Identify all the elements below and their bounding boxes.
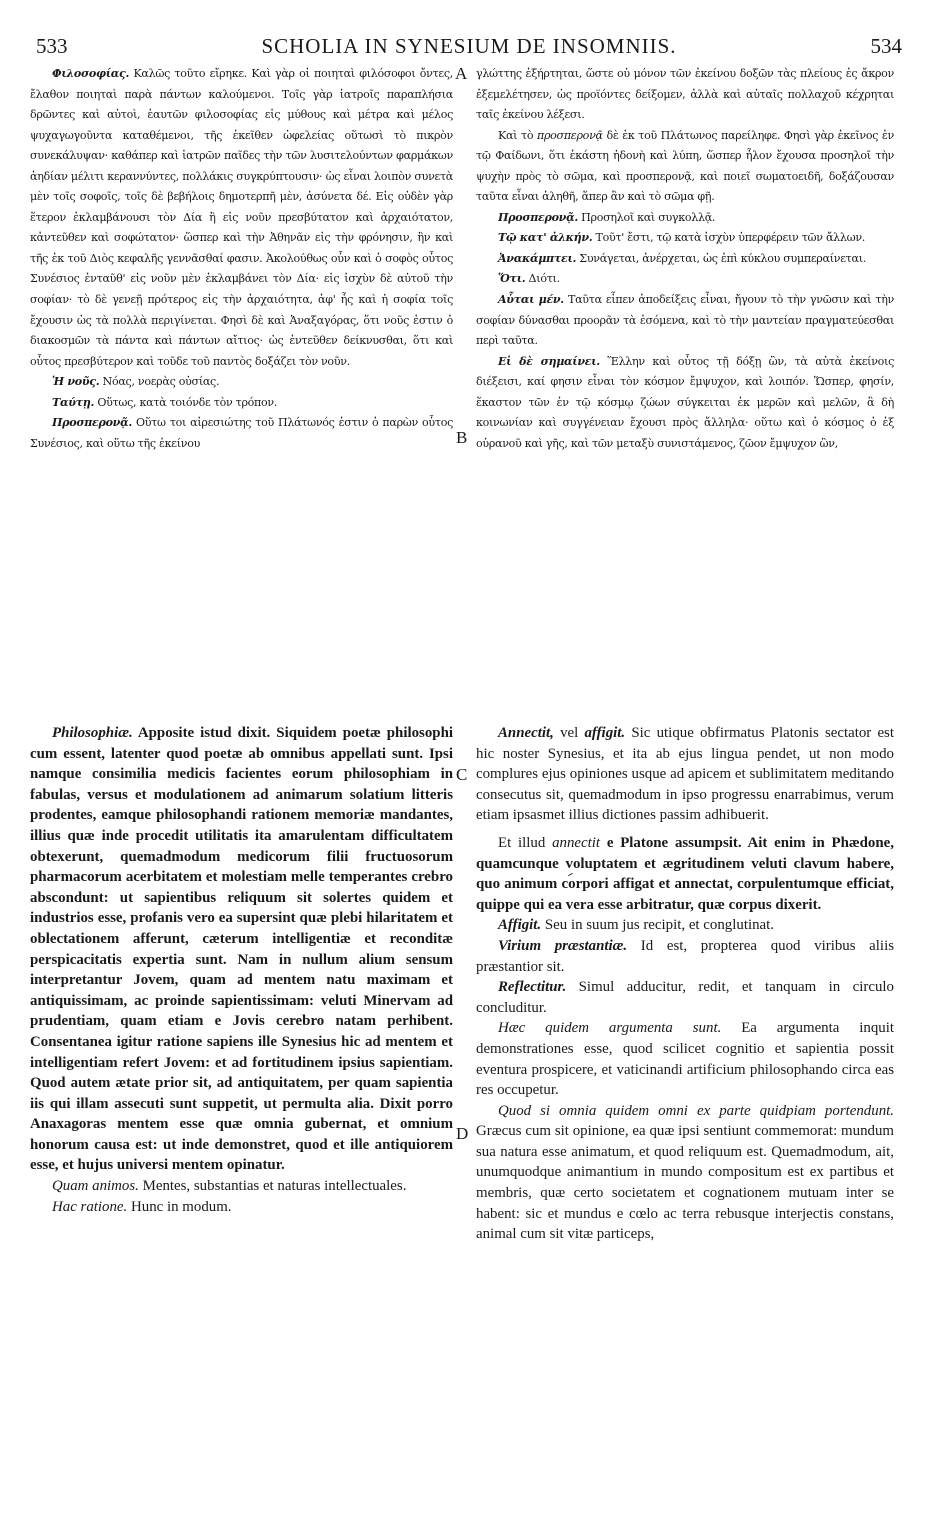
latin-left-paragraph-2 [30,1176,453,1197]
latin-right-paragraph-6 [476,1018,894,1100]
greek-right-paragraph-3 [476,208,894,229]
section-marker-c: C [456,765,468,784]
latin-column-right [476,723,894,1483]
greek-right-paragraph-2 [476,126,894,208]
latin-right-paragraph-5 [476,977,894,1018]
latin-text: Hunc in modum. [127,1198,232,1215]
section-marker-d: D [456,1124,469,1143]
greek-right-paragraph-1 [476,64,894,126]
latin-text: Apposite istud dixit. Siquidem poetæ philosophi cum essent, latenter quod poetæ ab omnibus appellati sunt. Ipsi namque consimilia medicis facientes eorum philosophiam in fabulas, versus et modulationem ad animarum solatium litteris prodentes, eamque philosophandi rationem memoriæ mandantes, illius quæ inde procedit utilitatis ita amarulentam difficultatem obtexerunt, quemadmodum medicorum filii fructuosorum pharmacorum acerbitatem et molestiam melle temperantes crebro abscondunt: ut sapientibus reliquum sit solertes quidem et industrios esse, profanis vero ea supersint quæ plebi hilaritatem et oblectationem afferunt, cæterum intelligentiæ et reconditæ perspicacitatis expertia sunt. Nam in nullum alium sensum interpretantur Jovem, quam ad mentem natu maximam et antiquissimam, ac proinde sapientissimam: veluti Minervam ad prudentiam, quam etiam e Jovis cerebro natam perhibent. Consentanea igitur ratione sapiens ille Synesius hic ad mentem et intelligentiam refert Jovem: et ad fortitudinem ipsius sapientiam. Quod autem ætate prior sit, ad antiquitatem, per quam sapientia iis qui illam assecuti sunt suppetit, ut permulta alia. Dixit porro Anaxagoras mentem esse quæ omnia gubernat, et omnium honorum causa est: ut inde demonstret, quod et ille antiquiorem esse, et hujus universi mentem opinatur. [30,725,453,1174]
greek-text: Συνάγεται, ἀνέρχεται, ὡς ἐπὶ κύκλου συμπεραίνεται. [576,251,866,265]
latin-text: Id est, propterea quod viribus aliis præstantior sit. [476,937,894,975]
latin-text: e Platone assumpsit. Ait enim in Phædone, quamcunque voluptatem et ægritudinem veluti clavum habere, quo animum corpori affigat et annectat, corpulentumque efficiat, quippe qui ea vera esse arbitratur, quæ corpus dixerit. [476,834,894,913]
greek-text: δὲ ἐκ τοῦ Πλάτωνος παρείληφε. Φησὶ γὰρ ἐκεῖνος ἐν τῷ Φαίδωνι, ὅτι ἑκάστη ἡδονὴ καὶ λύπη, ὥσπερ ἧλον ἔχουσα προσηλοῖ τὴν ψυχὴν πρὸς τὸ σῶμα, καὶ προσπερονᾷ, καὶ ποιεῖ σωματοειδῆ, δοξάζουσαν ταῦτα εἶναι ἀληθῆ, ἅπερ ἂν καὶ τὸ σῶμα φῇ. [476,128,894,204]
latin-right-paragraph-7 [476,1101,894,1245]
latin-text: Sic utique obfirmatus Platonis sectator est hic noster Synesius, et ita ab ejus lingua pendet, ut non modo complures ejus opiniones usque ad apicem et sublimitatem meditando consecutus sit, quemadmodum in ipso progressu enarrabimus, verum etiam ipsasmet illius dictiones passim adhibuerit. [476,725,894,824]
greek-lemma: Ἀνακάμπτει. [498,251,577,265]
latin-lemma: affigit. [584,725,626,741]
latin-text: Simul adducitur, redit, et tanquam in circulo concluditur. [476,979,894,1016]
latin-lemma: Quod si omnia quidem omni ex parte quidpiam portendunt. [498,1102,894,1119]
greek-text: Ταῦτα εἶπεν ἀποδείξεις εἶναι, ἤγουν τὸ τὴν γνῶσιν καὶ τὴν σοφίαν δύνασθαι προορᾶν τὰ ἐσόμενα, καὶ τὸ τὴν μαντείαν πραγματεύεσθαι περὶ ταῦτα. [476,293,894,348]
greek-lemma: Τῷ κατ' ἀλκήν. [498,231,593,245]
greek-text: Νόας, νοερὰς οὐσίας. [99,375,220,389]
latin-text: Græcus cum sit opinione, ea quæ ipsi sentiunt commemorat: mundum sua natura esse animatum, et quod reliquum est. Quemadmodum, ait, unumquodque animantium in mundo compositum est ex partibus et membris, quæ certo societatem et cognationem mutuam inter se habent: sic et mundus e cœlo ac terra rebusque interjectis constans, animal cum sit vitæ particeps, [476,1123,894,1243]
greek-text: Καλῶς τοῦτο εἴρηκε. Καὶ γὰρ οἱ ποιηταὶ φιλόσοφοι ὄντες, ἔλαθον ποιηταὶ παρὰ πάντων καλούμενοι. Τοῖς γὰρ ἰατροῖς παραπλήσια δρῶντες καὶ αὐτοὶ, ἑαυτῶν φιλοσοφίας εἰς μύθους καὶ μέτρα καὶ μέλος ψυχαγωγοῦντα καταθέμενοι, τῆς ἐκεῖθεν ὠφελείας οὕτωσὶ τὸ πικρὸν συνεκάλυψαν· καθάπερ καὶ ἰατρῶν παῖδες τὴν τῶν λυσιτελούντων φαρμάκων ἀηδίαν μέλιτι κεραννύντες, πολλάκις συγκρύπτουσιν· ὡς εἶναι λοιπὸν συνετὰ μὲν τοῖς σοφοῖς, τοῖς δὲ βεβήλοις δημοτερπῆ μὲν, ἀσύνετα δέ. Εἰς οὐδὲν γὰρ ἕτερον ἐκλαμβάνουσι τὸν Δία ἢ εἰς νοῦν πρεσβύτατον καὶ ἀρχαιότατον, κἀντεῦθεν καὶ σοφώτατον· ὥσπερ καὶ τὴν Ἀθηνᾶν εἰς τὴν φρόνησιν, ἣν καὶ τῆς ἐκ τοῦ Διὸς κεφαλῆς γεννᾶσθαί φασιν. Ἀκολούθως οὖν καὶ ὁ σοφὸς οὗτος Συνέσιος ἐνταῦθ' εἰς νοῦν μὲν ἐκλαμβάνει τὸν Δία· εἰς ἰσχὺν δὲ αὐτοῦ τὴν σοφίαν· τὸ δὲ γενεῇ πρότερος εἰς τὴν ἀρχαιότητα, ἀφ' ἧς καὶ ἡ σοφία τοῖς ἔχουσιν ὡς τὰ πολλὰ περιγίνεται. Φησὶ δὲ καὶ Ἀναξαγόρας, ὅτι νοῦς ἐστιν ὁ διακοσμῶν τὰ πάντα καὶ πάντων αἴτιος· ὡς ἐντεῦθεν δείκνυσθαι, ὅτι καὶ οὗτος πρεσβύτερον καὶ τοῦδε τοῦ παντὸς δοξάζει τὸν νοῦν. [30,67,453,368]
latin-right-paragraph-4 [476,936,894,977]
latin-right-paragraph-1 [476,723,894,826]
greek-text: Διότι. [525,272,560,286]
latin-column-left [30,723,453,1483]
greek-text: Οὕτως, κατὰ τοιόνδε τὸν τρόπον. [94,395,278,409]
running-title: SCHOLIA IN SYNESIUM DE INSOMNIIS. [261,34,677,58]
greek-lemma: Ταύτῃ. [52,395,95,409]
greek-lemma: Φιλοσοφίας. [52,67,130,80]
greek-right-paragraph-5 [476,249,894,270]
latin-text: Seu in suum jus recipit, et conglutinat. [541,917,775,934]
latin-lemma: Hæc quidem argumenta sunt. [498,1020,722,1037]
greek-column-left [30,64,453,719]
greek-left-paragraph-4 [30,413,453,454]
latin-left-paragraph-3 [30,1197,453,1218]
latin-text: Mentes, substantias et naturas intellectuales. [138,1178,407,1195]
greek-text: Προσηλοῖ καὶ συγκολλᾷ. [577,210,716,224]
greek-left-paragraph-3 [30,393,453,414]
greek-text: Τοῦτ' ἔστι, τῷ κατὰ ἰσχὺν ὑπερφέρειν τῶν ἄλλων. [592,231,866,245]
greek-lemma: Προσπερονᾷ. [498,210,578,224]
greek-lemma: Αὗται μέν. [498,293,564,307]
greek-text: γλώττης ἐξήρτηται, ὥστε οὐ μόνον τῶν ἐκείνου δοξῶν τὰς πλείους ἐς ἄκρον ἐξεμελέτησεν, ὡς προϊόντες δείξομεν, ἀλλὰ καὶ αὐταῖς πολλαχοῦ κέχρηται ταῖς ἐκείνου λέξεσι. [476,67,894,122]
latin-right-paragraph-2 [476,833,894,915]
page-number-left: 533 [36,34,68,58]
greek-lemma: Προσπερονᾷ. [52,416,132,430]
latin-lemma: Affigit. [498,917,542,934]
greek-text: Ἕλλην καὶ οὗτος τῇ δόξῃ ὢν, τὰ αὐτὰ ἐκείνοις διέξεισι, καί φησιν εἶναι τὸν κόσμον ἔμψυχον, καὶ λοιπόν. Ὥσπερ, φησίν, ἕκαστον τῶν ἐν τῷ κόσμῳ ζώων σύγκειται ἐκ μερῶν καὶ μελῶν, ἃ δὴ κοινωνίαν καὶ συγγένειαν ἔχουσι πρὸς ἄλληλα· οὕτω καὶ ὁ κόσμος ὁ ἐξ οὐρανοῦ καὶ γῆς, καὶ τῶν μεταξὺ συνιστάμενος, ζῶον ἔμψυχον ὢν, [476,354,894,450]
latin-lemma: Reflectitur. [498,979,567,996]
page-header [36,34,902,58]
latin-lemma: Hac ratione. [52,1198,128,1215]
greek-left-paragraph-2 [30,372,453,393]
greek-lemma: Ὅτι. [498,272,526,286]
section-marker-b: B [456,428,468,447]
latin-lemma: Virium præstantiæ. [498,937,628,954]
latin-text: Ea argumenta inquit demonstrationes esse, quod scilicet cognitio et sapientia possit eventura prospicere, et vaticinandi artificium philosophando circa eas res occupetur. [476,1020,894,1099]
section-marker-a: A [455,64,468,83]
greek-lemma: Ἡ νοῦς. [52,375,100,389]
latin-text: vel [553,725,585,741]
greek-column-right [476,64,894,719]
latin-right-paragraph-3 [476,915,894,936]
greek-right-paragraph-6 [476,269,894,290]
latin-lemma: Quam animos. [52,1178,139,1195]
latin-left-paragraph-1 [30,723,453,1176]
page-number-right: 534 [870,34,902,58]
greek-right-paragraph-7 [476,290,894,352]
greek-right-paragraph-8 [476,352,894,455]
latin-lemma: Annectit, [498,725,554,741]
greek-lemma: Εἰ δὲ σημαίνει. [498,354,600,368]
latin-lemma: annectit [552,834,601,851]
latin-text: Et illud [498,834,553,851]
greek-lemma: προσπερονᾷ [536,128,603,142]
latin-lemma: Philosophiæ. [52,725,133,741]
greek-left-paragraph-1 [30,64,453,372]
greek-right-paragraph-4 [476,228,894,249]
greek-text: Καὶ τὸ [498,128,537,142]
greek-text: Οὕτω τοι αἱρεσιώτης τοῦ Πλάτωνός ἐστιν ὁ παρὼν οὗτος Συνέσιος, καὶ οὕτω τῆς ἐκείνου [30,416,453,450]
